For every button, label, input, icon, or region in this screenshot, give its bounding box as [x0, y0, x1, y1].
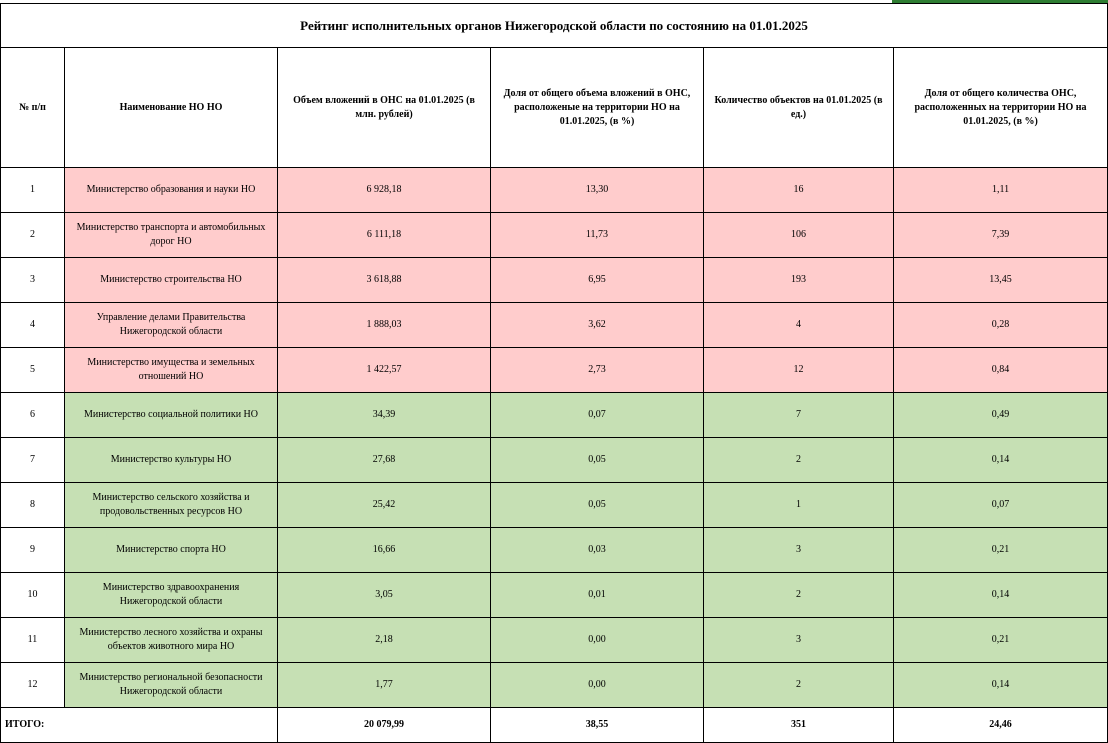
row-name[interactable]: Министерство транспорта и автомобильных дорог НО — [65, 213, 278, 258]
table-row — [1, 258, 1108, 303]
row-share-volume[interactable]: 3,62 — [491, 303, 704, 348]
row-share-count[interactable]: 0,49 — [894, 393, 1108, 438]
row-share-volume[interactable]: 0,05 — [491, 483, 704, 528]
row-share-volume[interactable]: 0,00 — [491, 663, 704, 708]
row-name[interactable]: Министерство здравоохранения Нижегородской области — [65, 573, 278, 618]
row-share-count[interactable]: 0,14 — [894, 573, 1108, 618]
row-volume[interactable]: 1,77 — [278, 663, 491, 708]
row-count[interactable]: 106 — [704, 213, 894, 258]
total-share-count[interactable]: 24,46 — [894, 708, 1108, 743]
row-number[interactable]: 7 — [1, 438, 65, 483]
rating-table — [0, 3, 1108, 743]
total-volume[interactable]: 20 079,99 — [278, 708, 491, 743]
row-name[interactable]: Министерство региональной безопасности Нижегородской области — [65, 663, 278, 708]
table-row — [1, 618, 1108, 663]
row-volume[interactable]: 2,18 — [278, 618, 491, 663]
table-row — [1, 573, 1108, 618]
table-title: Рейтинг исполнительных органов Нижегородской области по состоянию на 01.01.2025 — [1, 4, 1108, 48]
table-row — [1, 168, 1108, 213]
row-number[interactable]: 8 — [1, 483, 65, 528]
col-header-count[interactable]: Количество объектов на 01.01.2025 (в ед.) — [704, 48, 894, 168]
row-share-count[interactable]: 0,21 — [894, 528, 1108, 573]
total-row — [1, 708, 1108, 743]
row-name[interactable]: Министерство лесного хозяйства и охраны объектов животного мира НО — [65, 618, 278, 663]
table-row — [1, 483, 1108, 528]
title-row — [1, 4, 1108, 48]
row-number[interactable]: 5 — [1, 348, 65, 393]
row-name[interactable]: Министерство имущества и земельных отношений НО — [65, 348, 278, 393]
row-share-count[interactable]: 0,14 — [894, 663, 1108, 708]
total-share-volume[interactable]: 38,55 — [491, 708, 704, 743]
row-share-count[interactable]: 0,21 — [894, 618, 1108, 663]
row-volume[interactable]: 3 618,88 — [278, 258, 491, 303]
col-header-number[interactable]: № п/п — [1, 48, 65, 168]
row-share-volume[interactable]: 13,30 — [491, 168, 704, 213]
row-number[interactable]: 2 — [1, 213, 65, 258]
header-row — [1, 48, 1108, 168]
col-header-share-volume[interactable]: Доля от общего объема вложений в ОНС, расположеные на территории НО на 01.01.2025, (в %) — [491, 48, 704, 168]
row-count[interactable]: 12 — [704, 348, 894, 393]
table-row — [1, 303, 1108, 348]
row-share-volume[interactable]: 0,00 — [491, 618, 704, 663]
row-volume[interactable]: 1 888,03 — [278, 303, 491, 348]
row-name[interactable]: Министерство культуры НО — [65, 438, 278, 483]
row-number[interactable]: 6 — [1, 393, 65, 438]
col-header-volume[interactable]: Объем вложений в ОНС на 01.01.2025 (в млн. рублей) — [278, 48, 491, 168]
row-number[interactable]: 9 — [1, 528, 65, 573]
row-share-count[interactable]: 0,84 — [894, 348, 1108, 393]
row-count[interactable]: 2 — [704, 438, 894, 483]
row-number[interactable]: 10 — [1, 573, 65, 618]
row-volume[interactable]: 34,39 — [278, 393, 491, 438]
row-name[interactable]: Министерство образования и науки НО — [65, 168, 278, 213]
row-count[interactable]: 2 — [704, 573, 894, 618]
row-volume[interactable]: 6 111,18 — [278, 213, 491, 258]
row-share-count[interactable]: 0,07 — [894, 483, 1108, 528]
row-number[interactable]: 11 — [1, 618, 65, 663]
row-volume[interactable]: 1 422,57 — [278, 348, 491, 393]
table-row — [1, 438, 1108, 483]
row-name[interactable]: Министерство социальной политики НО — [65, 393, 278, 438]
row-name[interactable]: Министерство спорта НО — [65, 528, 278, 573]
table-row — [1, 663, 1108, 708]
row-name[interactable]: Управление делами Правительства Нижегородской области — [65, 303, 278, 348]
table-row — [1, 528, 1108, 573]
row-share-volume[interactable]: 6,95 — [491, 258, 704, 303]
row-name[interactable]: Министерство сельского хозяйства и продовольственных ресурсов НО — [65, 483, 278, 528]
row-share-volume[interactable]: 0,07 — [491, 393, 704, 438]
row-count[interactable]: 193 — [704, 258, 894, 303]
total-label[interactable]: ИТОГО: — [1, 708, 278, 743]
row-count[interactable]: 2 — [704, 663, 894, 708]
row-share-volume[interactable]: 0,03 — [491, 528, 704, 573]
row-share-volume[interactable]: 2,73 — [491, 348, 704, 393]
row-volume[interactable]: 6 928,18 — [278, 168, 491, 213]
total-count[interactable]: 351 — [704, 708, 894, 743]
row-volume[interactable]: 3,05 — [278, 573, 491, 618]
row-name[interactable]: Министерство строительства НО — [65, 258, 278, 303]
row-count[interactable]: 16 — [704, 168, 894, 213]
row-count[interactable]: 7 — [704, 393, 894, 438]
row-count[interactable]: 3 — [704, 528, 894, 573]
row-share-count[interactable]: 1,11 — [894, 168, 1108, 213]
col-header-share-count[interactable]: Доля от общего количества ОНС, расположенных на территории НО на 01.01.2025, (в %) — [894, 48, 1108, 168]
row-number[interactable]: 3 — [1, 258, 65, 303]
row-count[interactable]: 1 — [704, 483, 894, 528]
row-number[interactable]: 1 — [1, 168, 65, 213]
row-volume[interactable]: 16,66 — [278, 528, 491, 573]
row-share-count[interactable]: 7,39 — [894, 213, 1108, 258]
row-share-volume[interactable]: 11,73 — [491, 213, 704, 258]
row-share-count[interactable]: 0,14 — [894, 438, 1108, 483]
row-count[interactable]: 4 — [704, 303, 894, 348]
table-row — [1, 213, 1108, 258]
row-share-count[interactable]: 0,28 — [894, 303, 1108, 348]
row-number[interactable]: 4 — [1, 303, 65, 348]
row-share-volume[interactable]: 0,05 — [491, 438, 704, 483]
table-row — [1, 348, 1108, 393]
row-volume[interactable]: 27,68 — [278, 438, 491, 483]
row-count[interactable]: 3 — [704, 618, 894, 663]
col-header-name[interactable]: Наименование НО НО — [65, 48, 278, 168]
table-row — [1, 393, 1108, 438]
table-body — [1, 168, 1108, 708]
row-volume[interactable]: 25,42 — [278, 483, 491, 528]
row-number[interactable]: 12 — [1, 663, 65, 708]
row-share-volume[interactable]: 0,01 — [491, 573, 704, 618]
row-share-count[interactable]: 13,45 — [894, 258, 1108, 303]
